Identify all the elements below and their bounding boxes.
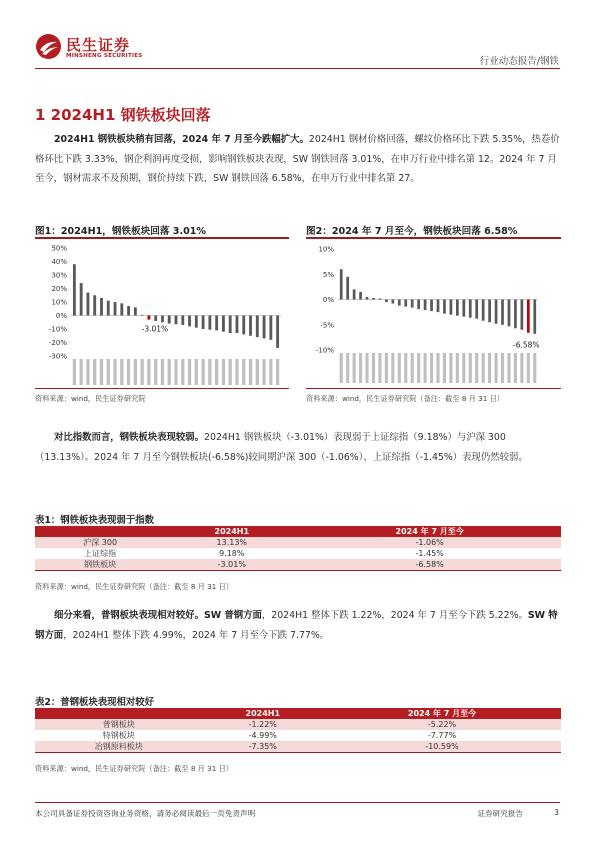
y-tick-label: 30% (51, 271, 67, 280)
category-label-mark (134, 359, 137, 385)
category-label-mark (181, 359, 184, 385)
figure2-rule (306, 237, 561, 239)
table-header-row (35, 526, 561, 537)
category-label-mark (161, 359, 164, 385)
category-label-mark (507, 353, 510, 383)
report-category: 行业动态报告/钢铁 (479, 56, 559, 67)
table2 (35, 708, 561, 753)
chart-bar (533, 300, 536, 334)
table-cell: -6.58% (298, 559, 561, 571)
bar-annotation: -6.58% (513, 340, 540, 350)
y-tick-label: 0% (322, 296, 334, 304)
section-title: 1 2024H1 钢铁板块回落 (35, 106, 211, 124)
category-label-mark (443, 353, 446, 383)
chart-bar (424, 300, 427, 311)
table-row (35, 730, 561, 741)
chart-bar (100, 298, 103, 316)
chart-bar (134, 307, 137, 315)
figure2-chart (306, 240, 561, 386)
chart-bar (430, 300, 433, 312)
category-label-mark (242, 359, 245, 385)
table2-title: 表2：普钢板块表现相对较好 (35, 697, 155, 708)
paragraph-intro (35, 130, 561, 189)
chart-bar (359, 292, 362, 300)
header-rule (35, 68, 560, 69)
chart-bar (366, 297, 369, 300)
category-label-mark (353, 353, 356, 383)
figure1-rule (35, 237, 289, 239)
category-label-mark (141, 359, 144, 385)
category-label-mark (495, 353, 498, 383)
category-label-mark (168, 359, 171, 385)
table-cell: -7.77% (427, 731, 457, 740)
category-label-mark (113, 359, 116, 385)
chart-bar (482, 300, 485, 321)
category-label-mark (269, 359, 272, 385)
table1-source: 资料来源：wind，民生证券研究院（备注：截至 8 月 31 日） (35, 582, 233, 591)
category-label-mark (404, 353, 407, 383)
category-label-mark (430, 353, 433, 383)
table-row (35, 537, 561, 548)
figure2-bottom-rule (306, 388, 561, 389)
category-label-mark (372, 353, 375, 383)
chart-bar (475, 300, 478, 319)
category-label-mark (93, 359, 96, 385)
table-cell: -1.06% (298, 537, 561, 548)
category-label-mark (154, 359, 157, 385)
y-tick-label: 40% (51, 258, 67, 266)
category-label-mark (73, 359, 76, 385)
table-cell: -5.22% (323, 719, 561, 730)
chart-bar (398, 300, 401, 306)
category-label-mark (208, 359, 211, 385)
table-header-cell: 2024H1 (203, 708, 324, 719)
table-cell: 特钢板块 (102, 731, 135, 740)
category-label-mark (436, 353, 439, 383)
category-label-mark (215, 359, 218, 385)
figure1-source: 资料来源：wind，民生证券研究院 (35, 394, 146, 403)
table-cell: -10.59% (323, 741, 561, 753)
chart-bar (73, 264, 76, 315)
chart-bar (141, 315, 144, 316)
category-label-mark (378, 353, 381, 383)
chart-bar (256, 316, 259, 338)
chart-bar (527, 300, 530, 333)
category-label-mark (520, 353, 523, 383)
table-cell: 沪深 300 (35, 537, 165, 548)
table-cell: -1.22% (203, 719, 324, 730)
chart-bar (181, 316, 184, 325)
paragraph-index-lead: 对比指数而言，钢铁板块表现较弱。 (54, 432, 205, 443)
category-label-mark (201, 359, 204, 385)
category-label-mark (346, 353, 349, 383)
table-cell: 普钢板块 (35, 719, 203, 730)
footer-disclaimer: 本公司具备证券投资咨询业务资格，请务必阅读最后一页免责声明 (35, 809, 256, 818)
chart-bar (501, 300, 504, 325)
chart-bar (391, 300, 394, 304)
figure1-bottom-rule (35, 388, 289, 389)
figure2-source: 资料来源：wind，民生证券研究院（备注：截至 8 月 31 日） (306, 394, 504, 403)
chart-bar (249, 316, 252, 336)
y-tick-label: -20% (48, 339, 67, 347)
table-header-cell (35, 708, 203, 719)
category-label-mark (365, 353, 368, 383)
chart-bar (215, 316, 218, 331)
category-label-mark (100, 359, 103, 385)
category-label-mark (385, 353, 388, 383)
table-cell: 9.18% (219, 549, 245, 558)
chart-bar (269, 316, 272, 340)
chart-bar (175, 316, 178, 325)
paragraph-segments-body1: ，2024H1 整体下跌 1.22%，2024 年 7 月至今下跌 5.22%。 (261, 610, 528, 621)
chart-bar (521, 300, 524, 330)
category-label-mark (276, 359, 279, 385)
y-tick-label: 10% (51, 298, 67, 307)
chart-bar (437, 300, 440, 313)
category-label-mark (120, 359, 123, 385)
chart-bar (161, 316, 164, 323)
figure1-chart (35, 240, 289, 386)
paragraph-index-body: 2024H1 钢铁板块（-3.01%）表现弱于上证综指（9.18%）与沪深 300（13.13%）。2024 年 7 月至今钢铁板块(-6.58%)较同期沪深 300（-1.06%）、上证综指（-1.45%）表现仍然较弱。 (35, 432, 528, 463)
category-label-mark (475, 353, 478, 383)
category-label-mark (249, 359, 252, 385)
category-label-mark (127, 359, 130, 385)
chart-bar (456, 300, 459, 316)
table-cell: 冶钢原料板块 (35, 741, 203, 753)
table-cell: 钢铁板块 (35, 559, 165, 571)
category-label-mark (482, 353, 485, 383)
chart-bar (263, 316, 266, 339)
paragraph-intro-lead: 2024H1 钢铁板块稍有回落，2024 年 7 月至今跌幅扩大。 (54, 134, 309, 145)
category-label-mark (417, 353, 420, 383)
chart-bar (120, 303, 123, 315)
table-header-cell: 2024 年 7 月至今 (298, 526, 561, 537)
chart-bar (514, 300, 517, 329)
category-label-mark (533, 353, 536, 383)
chart-bar (495, 300, 498, 324)
paragraph-index-comparison (35, 428, 561, 467)
footer-report-type: 证券研究报告 (477, 809, 523, 818)
category-label-mark (80, 359, 83, 385)
chart-bar (154, 316, 157, 321)
chart-bar (222, 316, 225, 332)
chart-bar (443, 300, 446, 314)
table1-title: 表1：钢铁板块表现弱于指数 (35, 515, 155, 526)
chart-bar (411, 300, 414, 308)
chart-bar (93, 295, 96, 315)
paragraph-segments-lead: 细分来看，普钢板块表现相对较好。SW 普钢方面 (54, 610, 262, 621)
category-label-mark (424, 353, 427, 383)
logo-chinese-name: 民生证券 (66, 36, 131, 54)
category-label-mark (398, 353, 401, 383)
category-label-mark (501, 353, 504, 383)
chart-bar (208, 316, 211, 330)
chart-bar (127, 306, 130, 315)
chart-bar (450, 300, 453, 315)
category-label-mark (469, 353, 472, 383)
chart-bar (469, 300, 472, 318)
y-tick-label: 5% (322, 270, 334, 279)
table-header-row (35, 708, 561, 719)
chart-bar (168, 316, 171, 324)
chart-bar (346, 277, 349, 300)
figure2-caption: 图2：2024 年 7 月至今，钢铁板块回落 6.58% (306, 226, 518, 237)
category-label-mark (229, 359, 232, 385)
page-number: 3 (554, 808, 559, 817)
table-header-cell (35, 526, 165, 537)
chart-bar (488, 300, 491, 323)
table-cell: -1.45% (415, 549, 444, 558)
category-label-mark (462, 353, 465, 383)
chart-bar (353, 289, 356, 299)
chart-bar (80, 283, 83, 315)
category-label-mark (222, 359, 225, 385)
chart-bar (236, 316, 239, 334)
chart-bar (242, 316, 245, 335)
category-label-mark (391, 353, 394, 383)
category-label-mark (411, 353, 414, 383)
table-header-cell: 2024 年 7 月至今 (323, 708, 561, 719)
category-label-mark (107, 359, 110, 385)
table-cell: -3.01% (165, 559, 298, 571)
table-cell: -4.99% (248, 731, 277, 740)
chart-bar (404, 300, 407, 307)
bar-annotation: -3.01% (141, 324, 169, 334)
table-cell: 13.13% (165, 537, 298, 548)
category-label-mark (449, 353, 452, 383)
y-tick-label: 10% (318, 245, 334, 254)
chart-bar (202, 316, 205, 330)
table-row (35, 719, 561, 730)
category-label-mark (456, 353, 459, 383)
chart-bar (385, 300, 388, 303)
category-label-mark (235, 359, 238, 385)
category-label-mark (514, 353, 517, 383)
table-header-cell: 2024H1 (165, 526, 298, 537)
table2-source: 资料来源：wind，民生证券研究院（备注：截至 8 月 31 日） (35, 764, 233, 773)
category-label-mark (188, 359, 191, 385)
category-label-mark (195, 359, 198, 385)
table-row (35, 741, 561, 753)
table-cell: -7.35% (203, 741, 324, 753)
chart-bar (340, 269, 343, 299)
figure1-caption: 图1：2024H1，钢铁板块回落 3.01% (35, 226, 207, 237)
chart-bar (372, 298, 375, 300)
table-cell: 上证综指 (84, 549, 117, 558)
chart-bar (229, 316, 232, 334)
y-tick-label: -30% (48, 352, 67, 361)
category-label-mark (256, 359, 259, 385)
chart-bar (195, 316, 198, 328)
y-tick-label: -10% (315, 346, 334, 355)
logo-english-name: MINSHENG SECURITIES (66, 53, 143, 59)
category-label-mark (340, 353, 343, 383)
y-tick-label: 50% (51, 244, 67, 253)
category-label-mark (86, 359, 89, 385)
y-tick-label: -10% (48, 325, 67, 334)
paragraph-intro-body: 2024H1 钢材价格回落，螺纹价格环比下跌 5.35%，热卷价格环比下跌 3.33%，钢企利润再度受损，影响钢铁板块表现，SW 钢铁回落 3.01%，在申万行业中排名第 12。2024 年 7 月至今，钢材需求不及预期，钢价持续下跌，SW 钢铁回落 6.58%，在申万行业中排名第 27。 (35, 134, 560, 184)
category-label-mark (174, 359, 177, 385)
chart-bar (188, 316, 191, 327)
y-tick-label: 0% (55, 312, 67, 320)
category-label-mark (527, 353, 530, 383)
chart-bar (107, 301, 110, 316)
paragraph-segments-body2: ，2024H1 整体下跌 4.99%，2024 年 7 月至今下跌 7.77%。 (63, 629, 330, 641)
y-tick-label: 20% (51, 285, 67, 293)
paragraph-segments (35, 606, 561, 645)
chart-bar (417, 300, 420, 310)
chart-bar (379, 298, 382, 299)
chart-bar (508, 300, 511, 327)
category-label-mark (488, 353, 491, 383)
category-label-mark (147, 359, 150, 385)
chart-bar (276, 316, 279, 348)
chart-bar (87, 293, 90, 316)
category-label-mark (359, 353, 362, 383)
chart-bar (462, 300, 465, 317)
table-row (35, 559, 561, 571)
footer-rule (35, 802, 560, 803)
paragraph-segments-lead2: SW 特钢方面 (35, 610, 558, 641)
chart-bar (114, 302, 117, 316)
y-tick-label: -5% (320, 321, 334, 330)
chart-bar (147, 316, 150, 320)
table1 (35, 526, 561, 571)
minsheng-logo-icon (35, 33, 62, 60)
category-label-mark (262, 359, 265, 385)
table-row (35, 548, 561, 559)
